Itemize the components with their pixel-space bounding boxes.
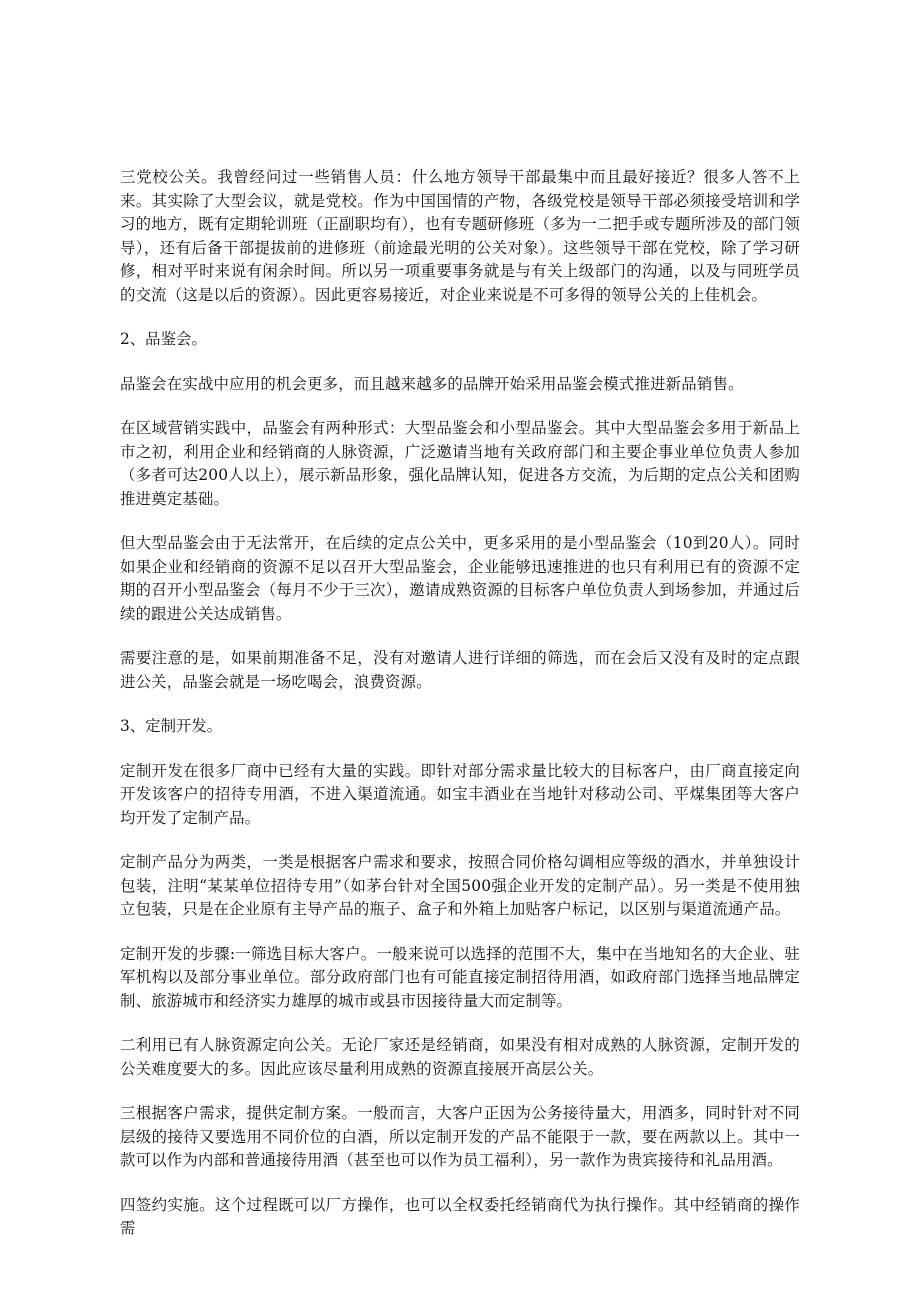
paragraph-custom-step-4: 四签约实施。这个过程既可以厂方操作，也可以全权委托经销商代为执行操作。其中经销商的操作需 — [120, 1195, 800, 1237]
section-heading-tasting: 2、品鉴会。 — [120, 330, 207, 348]
paragraph-tasting-forms: 在区域营销实践中，品鉴会有两种形式：大型品鉴会和小型品鉴会。其中大型品鉴会多用于新品上市之初，利用企业和经销商的人脉资源，广泛邀请当地有关政府部门和主要企事业单位负责人参加（多者可达200人以上），展示新品形象，强化品牌认知，促进各方交流，为后期的定点公关和团购推进奠定基础。 — [120, 419, 800, 508]
paragraph-custom-step-1: 定制开发的步骤:一筛选目标大客户。一般来说可以选择的范围不大，集中在当地知名的大企业、驻军机构以及部分事业单位。部分政府部门也有可能直接定制招待用酒，如政府部门选择当地品牌定制、旅游城市和经济实力雄厚的城市或县市因接待量大而定制等。 — [120, 944, 800, 1010]
paragraph-tasting-caution: 需要注意的是，如果前期准备不足，没有对邀请人进行详细的筛选，而在会后又没有及时的定点跟进公关，品鉴会就是一场吃喝会，浪费资源。 — [120, 649, 800, 691]
paragraph-custom-types: 定制产品分为两类，一类是根据客户需求和要求，按照合同价格勾调相应等级的酒水，并单独设计包装，注明“某某单位招待专用”（如茅台针对全国500强企业开发的定制产品）。另一类是不使用独立包装，只是在企业原有主导产品的瓶子、盒子和外箱上加贴客户标记，以区别与渠道流通产品。 — [120, 853, 800, 918]
paragraph-party-school: 三党校公关。我曾经问过一些销售人员：什么地方领导干部最集中而且最好接近？很多人答不上来。其实除了大型会议，就是党校。作为中国国情的产物，各级党校是领导干部必须接受培训和学习的地方，既有定期轮训班（正副职均有），也有专题研修班（多为一二把手或专题所涉及的部门领导），还有后备干部提拔前的进修班（前途最光明的公关对象）。这些领导干部在党校，除了学习研修，相对平时来说有闲余时间。所以另一项重要事务就是与有关上级部门的沟通，以及与同班学员的交流（这是以后的资源）。因此更容易接近，对企业来说是不可多得的领导公关的上佳机会。 — [120, 168, 800, 304]
document-body — [120, 166, 800, 1262]
paragraph-custom-intro: 定制开发在很多厂商中已经有大量的实践。即针对部分需求量比较大的目标客户，由厂商直接定向开发该客户的招待专用酒，不进入渠道流通。如宝丰酒业在当地针对移动公司、平煤集团等大客户均开发了定制产品。 — [120, 761, 800, 827]
paragraph-custom-step-2: 二利用已有人脉资源定向公关。无论厂家还是经销商，如果没有相对成熟的人脉资源，定制开发的公关难度要大的多。因此应该尽量利用成熟的资源直接展开高层公关。 — [120, 1036, 800, 1078]
paragraph-tasting-small: 但大型品鉴会由于无法常开，在后续的定点公关中，更多采用的是小型品鉴会（10到20人）。同时如果企业和经销商的资源不足以召开大型品鉴会，企业能够迅速推进的也只有利用已有的资源不定期的召开小型品鉴会（每月不少于三次），邀请成熟资源的目标客户单位负责人到场参加，并通过后续的跟进公关达成销售。 — [120, 534, 800, 623]
paragraph-custom-step-3: 三根据客户需求，提供定制方案。一般而言，大客户正因为公务接待量大，用酒多，同时针对不同层级的接待又要选用不同价位的白酒，所以定制开发的产品不能限于一款，要在两款以上。其中一款可以作为内部和普通接待用酒（甚至也可以作为员工福利），另一款作为贵宾接待和礼品用酒。 — [120, 1104, 800, 1169]
section-heading-custom: 3、定制开发。 — [120, 717, 223, 735]
paragraph-tasting-intro: 品鉴会在实战中应用的机会更多，而且越来越多的品牌开始采用品鉴会模式推进新品销售。 — [120, 374, 744, 393]
